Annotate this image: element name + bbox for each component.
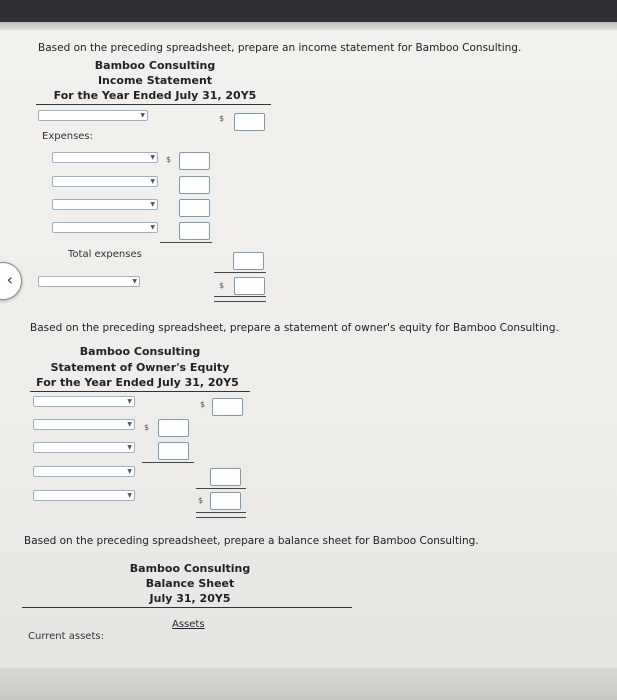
equity-change-input[interactable]: [210, 468, 241, 486]
equity-amount-input-1[interactable]: [158, 419, 189, 437]
chevron-down-icon: ▼: [150, 154, 155, 161]
expense-account-select-1[interactable]: [52, 152, 158, 163]
chevron-down-icon: ▼: [150, 201, 155, 208]
chevron-down-icon: ▼: [150, 178, 155, 185]
chevron-left-icon: ‹: [6, 270, 13, 289]
currency-symbol: $: [200, 400, 206, 409]
expenses-label: Expenses:: [42, 131, 94, 142]
chevron-down-icon: ▼: [132, 278, 137, 285]
balance-sheet-date: July 31, 20Y5: [149, 592, 231, 605]
capital-beginning-input[interactable]: [212, 398, 243, 416]
equity-account-select-4[interactable]: [33, 466, 135, 477]
current-assets-label: Current assets:: [28, 631, 104, 642]
revenue-account-select[interactable]: [38, 110, 148, 121]
currency-symbol: $: [219, 281, 225, 290]
expense-account-select-3[interactable]: [52, 199, 158, 210]
owners-equity-title: Statement of Owner's Equity: [50, 361, 230, 374]
expense-amount-input-3[interactable]: [179, 199, 210, 217]
total-expenses-input[interactable]: [233, 252, 264, 270]
currency-symbol: $: [219, 114, 225, 123]
net-income-input[interactable]: [234, 277, 265, 295]
chevron-down-icon: ▼: [150, 224, 155, 231]
owners-equity-instructions: Based on the preceding spreadsheet, prepare a statement of owner's equity for Bamboo Consulting.: [30, 322, 559, 334]
top-bar: [0, 0, 617, 22]
owners-equity-period: For the Year Ended July 31, 20Y5: [36, 376, 239, 389]
balance-sheet-company: Bamboo Consulting: [129, 562, 251, 575]
chevron-down-icon: ▼: [127, 492, 132, 499]
assets-heading: Assets: [172, 619, 205, 630]
capital-ending-input[interactable]: [210, 492, 241, 510]
chevron-down-icon: ▼: [127, 444, 132, 451]
owners-equity-company: Bamboo Consulting: [79, 345, 201, 358]
expense-amount-input-1[interactable]: [179, 152, 210, 170]
revenue-amount-input[interactable]: [234, 113, 265, 131]
chevron-down-icon: ▼: [127, 468, 132, 475]
capital-ending-select[interactable]: [33, 490, 135, 501]
expense-amount-input-2[interactable]: [179, 176, 210, 194]
balance-sheet-instructions: Based on the preceding spreadsheet, prepare a balance sheet for Bamboo Consulting.: [24, 535, 479, 547]
chevron-down-icon: ▼: [127, 398, 132, 405]
income-statement-period: For the Year Ended July 31, 20Y5: [53, 89, 257, 102]
equity-account-select-2[interactable]: [33, 419, 135, 430]
chevron-down-icon: ▼: [127, 421, 132, 428]
income-statement-instructions: Based on the preceding spreadsheet, prepare an income statement for Bamboo Consulting.: [38, 42, 522, 54]
equity-account-select-1[interactable]: [33, 396, 135, 407]
currency-symbol: $: [198, 496, 204, 505]
balance-sheet-title: Balance Sheet: [145, 577, 235, 590]
income-statement-company: Bamboo Consulting: [94, 59, 216, 72]
equity-account-select-3[interactable]: [33, 442, 135, 453]
currency-symbol: $: [166, 155, 172, 164]
expense-account-select-2[interactable]: [52, 176, 158, 187]
net-income-select[interactable]: [38, 276, 140, 287]
currency-symbol: $: [144, 423, 150, 432]
equity-amount-input-2[interactable]: [158, 442, 189, 460]
expense-account-select-4[interactable]: [52, 222, 158, 233]
chevron-down-icon: ▼: [140, 112, 145, 119]
expense-amount-input-4[interactable]: [179, 222, 210, 240]
total-expenses-label: Total expenses: [68, 249, 142, 260]
income-statement-title: Income Statement: [97, 74, 213, 87]
